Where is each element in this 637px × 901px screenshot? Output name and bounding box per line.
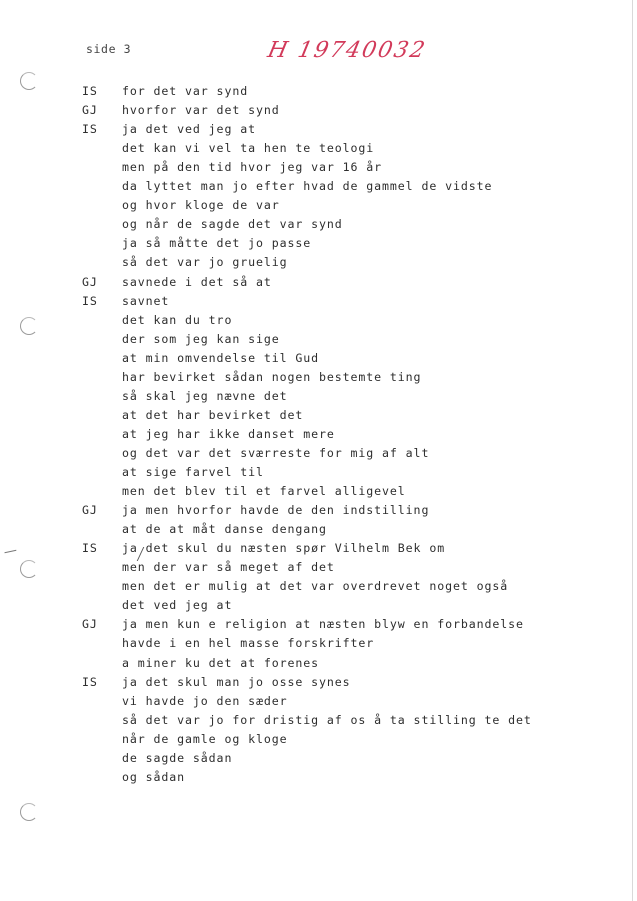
- line-text: men der var så meget af det: [122, 560, 335, 575]
- line-text: ja det skul man jo osse synes: [122, 674, 351, 689]
- line-text: a miner ku det at forenes: [122, 655, 320, 670]
- line-text: og når de sagde det var synd: [122, 217, 343, 232]
- line-text: ja så måtte det jo passe: [122, 236, 312, 251]
- line-text: så det var jo gruelig: [122, 255, 288, 270]
- line-text: vi havde jo den sæder: [122, 693, 288, 708]
- punch-hole-bottom: [20, 803, 38, 821]
- line-text: at de at måt danse dengang: [122, 522, 327, 537]
- line-text: ja det skul du næsten spør Vilhelm Bek om: [122, 541, 446, 556]
- speaker-code: GJ: [82, 617, 98, 632]
- speaker-code: IS: [82, 674, 98, 689]
- line-text: det ved jeg at: [122, 598, 233, 613]
- punch-hole-top: [20, 72, 38, 90]
- punch-hole-upper-middle: [20, 317, 38, 335]
- line-text: det kan du tro: [122, 312, 233, 327]
- line-text: ja men hvorfor havde de den indstilling: [122, 503, 430, 518]
- speaker-code: IS: [82, 84, 98, 98]
- line-text: da lyttet man jo efter hvad de gammel de vidste: [122, 179, 493, 194]
- line-text: at sige farvel til: [122, 465, 264, 479]
- line-text: når de gamle og kloge: [122, 731, 288, 746]
- line-text: men det blev til et farvel alligevel: [122, 484, 406, 499]
- speaker-code: IS: [82, 293, 98, 308]
- line-text: og hvor kloge de var: [122, 198, 280, 213]
- line-text: og sådan: [122, 769, 186, 784]
- line-text: så skal jeg nævne det: [122, 388, 288, 403]
- line-text: der som jeg kan sige: [122, 331, 280, 346]
- line-text: har bevirket sådan nogen bestemte ting: [122, 369, 422, 384]
- line-text: og det var det sværreste for mig af alt: [122, 445, 430, 460]
- line-text: for det var synd: [122, 84, 249, 98]
- line-text: men det er mulig at det var overdrevet noget også: [122, 579, 509, 594]
- line-text: de sagde sådan: [122, 750, 233, 765]
- paper-edge: [632, 0, 633, 901]
- speaker-code: GJ: [82, 103, 98, 118]
- line-text: at jeg har ikke danset mere: [122, 426, 335, 441]
- speaker-code: GJ: [82, 274, 98, 289]
- line-text: savnede i det så at: [122, 274, 272, 289]
- line-text: det kan vi vel ta hen te teologi: [122, 141, 375, 156]
- margin-pencil-mark: [4, 546, 17, 553]
- speaker-code: IS: [82, 541, 98, 556]
- line-text: havde i en hel masse forskrifter: [122, 636, 375, 651]
- line-text: ja det ved jeg at: [122, 122, 256, 137]
- line-text: at det har bevirket det: [122, 407, 304, 422]
- line-text: hvorfor var det synd: [122, 103, 280, 118]
- line-text: men på den tid hvor jeg var 16 år: [122, 160, 383, 175]
- archive-number-stamp: H 19740032: [265, 38, 429, 63]
- line-text: så det var jo for dristig af os å ta stilling te det: [122, 712, 532, 727]
- speaker-code: GJ: [82, 503, 98, 518]
- page-label: side 3: [86, 42, 132, 56]
- line-text: savnet: [122, 293, 170, 308]
- speaker-code: IS: [82, 122, 98, 137]
- punch-hole-lower-middle: [20, 560, 38, 578]
- line-text: at min omvendelse til Gud: [122, 350, 320, 365]
- line-text: ja men kun e religion at næsten blyw en forbandelse: [122, 617, 524, 632]
